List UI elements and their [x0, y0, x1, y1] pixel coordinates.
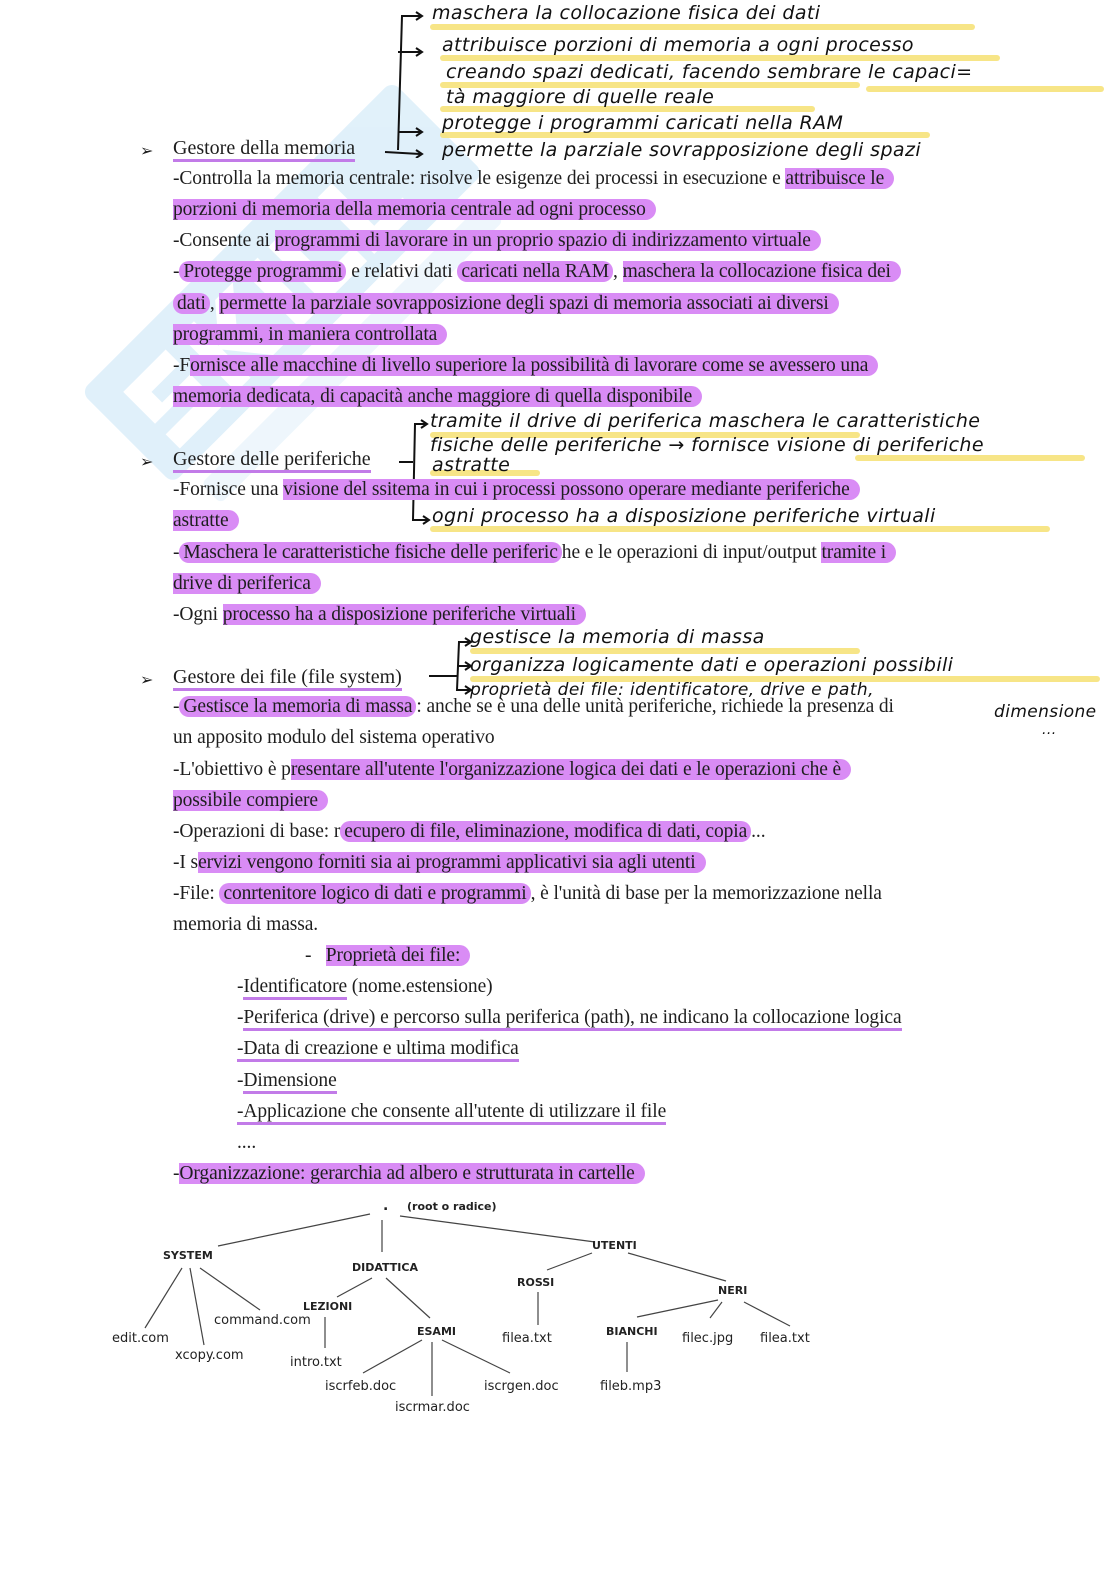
- tree-edge: [145, 1268, 182, 1328]
- tree-file: command.com: [214, 1313, 311, 1328]
- tree-file: iscrmar.doc: [395, 1400, 470, 1415]
- memory-line-8: memoria dedicata, di capacità anche maggiore di quella disponibile: [173, 384, 702, 410]
- filesystem-line-6: -I servizi vengono forniti sia ai programmi applicativi sia agli utenti: [173, 850, 706, 876]
- file-property-2: -Periferica (drive) e percorso sulla periferica (path), ne indicano la collocazione logica: [237, 1005, 902, 1031]
- tree-edge: [628, 1253, 726, 1281]
- tree-file: iscrgen.doc: [484, 1379, 559, 1394]
- tree-file: filec.jpg: [682, 1331, 734, 1346]
- peripherals-bracket: [395, 418, 435, 528]
- tree-edge: [337, 1278, 372, 1297]
- peripherals-note: tramite il drive di periferica maschera le caratteristiche: [430, 410, 981, 432]
- section-heading-memory: [173, 135, 355, 161]
- tree-folder-utenti: UTENTI: [592, 1239, 637, 1252]
- yellow-mark: [430, 24, 975, 30]
- tree-edge: [637, 1300, 718, 1317]
- file-property-3: -Data di creazione e ultima modifica: [237, 1036, 519, 1062]
- bullet-arrow-icon: ➢: [140, 143, 154, 160]
- tree-folder-esami: ESAMI: [417, 1325, 456, 1338]
- filesystem-line-1: - Gestisce la memoria di massa : anche se è una delle unità periferiche, richiede la presenza di: [173, 696, 894, 717]
- tree-edge: [218, 1214, 370, 1246]
- tree-file: edit.com: [112, 1331, 169, 1346]
- peripherals-note: fisiche delle periferiche → fornisce visione di periferiche: [430, 434, 984, 456]
- tree-edge: [710, 1302, 722, 1318]
- tree-file: intro.txt: [290, 1355, 342, 1370]
- filesystem-note: gestisce la memoria di massa: [470, 626, 765, 648]
- tree-file: xcopy.com: [175, 1348, 244, 1363]
- bullet-arrow-icon: ➢: [140, 672, 154, 689]
- memory-line-4: - Protegge programmi e relativi dati caricati nella RAM , maschera la collocazione fisica dei: [173, 259, 901, 285]
- filesystem-bracket: [425, 636, 475, 696]
- yellow-mark: [866, 86, 1104, 92]
- tree-file: iscrfeb.doc: [325, 1379, 397, 1394]
- peripherals-line-5: -Ogni processo ha a disposizione periferiche virtuali: [173, 602, 586, 628]
- filesystem-note: dimensione: [994, 702, 1097, 722]
- peripherals-note: astratte: [432, 454, 511, 476]
- filesystem-note: organizza logicamente dati e operazioni possibili: [470, 654, 954, 676]
- filesystem-line-7: -File: conrtenitore logico di dati e programmi , è l'unità di base per la memorizzazione nella: [173, 883, 882, 904]
- peripherals-heading-text: Gestore delle periferiche: [173, 448, 371, 473]
- memory-line-1: -Controlla la memoria centrale: risolve le esigenze dei processi in esecuzione e attribuisce le: [173, 166, 894, 192]
- section-heading-filesystem: [173, 664, 402, 690]
- filesystem-heading-text: Gestore dei file (file system): [173, 666, 402, 691]
- file-property-4: -Dimensione: [237, 1068, 337, 1094]
- filesystem-line-4: possibile compiere: [173, 788, 328, 814]
- file-property-5: -Applicazione che consente all'utente di utilizzare il file: [237, 1099, 666, 1125]
- tree-folder-rossi: ROSSI: [517, 1276, 555, 1289]
- file-property-6: ....: [237, 1132, 257, 1153]
- memory-line-6: programmi, in maniera controllata: [173, 322, 447, 348]
- tree-folder-neri: NERI: [718, 1284, 748, 1297]
- memory-line-5: dati , permette la parziale sovrapposizione degli spazi di memoria associati ai diversi: [173, 291, 839, 317]
- filesystem-line-5: -Operazioni di base: r ecupero di file, eliminazione, modifica di dati, copia ...: [173, 821, 766, 842]
- memory-note: permette la parziale sovrapposizione degli spazi: [442, 139, 922, 161]
- tree-folder-system: SYSTEM: [163, 1249, 213, 1262]
- tree-edge: [744, 1302, 790, 1326]
- file-property-1: -Identificatore (nome.estensione): [237, 974, 493, 1000]
- tree-edge: [386, 1278, 430, 1318]
- tree-edge: [363, 1340, 422, 1373]
- peripherals-line-4: drive di periferica: [173, 571, 321, 597]
- memory-heading-text: Gestore della memoria: [173, 137, 355, 162]
- file-properties-heading: - Proprietà dei file:: [305, 943, 470, 969]
- filesystem-line-8: memoria di massa.: [173, 914, 319, 935]
- tree-folder-didattica: DIDATTICA: [352, 1261, 418, 1274]
- peripherals-line-1: -Fornisce una visione del ssitema in cui i processi possono operare mediante periferiche: [173, 477, 860, 503]
- filesystem-line-3: -L'obiettivo è presentare all'utente l'organizzazione logica dei dati e le operazioni che è: [173, 757, 851, 783]
- memory-line-2: porzioni di memoria della memoria centrale ad ogni processo: [173, 197, 656, 223]
- tree-folder-bianchi: BIANCHI: [606, 1325, 658, 1338]
- tree-edge: [190, 1268, 204, 1345]
- peripherals-line-3: - Maschera le caratteristiche fisiche delle periferic he e le operazioni di input/output tramite i: [173, 540, 896, 566]
- tree-file: filea.txt: [760, 1331, 810, 1346]
- tree-root: .: [383, 1198, 389, 1214]
- filesystem-note: ...: [1042, 722, 1057, 738]
- directory-tree: [100, 1190, 840, 1430]
- memory-note: tà maggiore di quelle reale: [446, 86, 715, 108]
- section-heading-peripherals: [173, 446, 371, 472]
- tree-edge: [400, 1216, 595, 1242]
- peripherals-line-2: astratte: [173, 508, 239, 534]
- tree-file: filea.txt: [502, 1331, 552, 1346]
- memory-note: maschera la collocazione fisica dei dati: [432, 2, 821, 24]
- tree-edge: [442, 1340, 510, 1373]
- tree-file: fileb.mp3: [600, 1379, 662, 1394]
- memory-note: attribuisce porzioni di memoria a ogni processo: [442, 34, 914, 56]
- filesystem-organization: -Organizzazione: gerarchia ad albero e strutturata in cartelle: [173, 1161, 645, 1187]
- memory-bracket: [380, 8, 440, 158]
- bullet-arrow-icon: ➢: [140, 454, 154, 471]
- memory-line-3: -Consente ai programmi di lavorare in un proprio spazio di indirizzamento virtuale: [173, 228, 821, 254]
- tree-edge: [547, 1253, 592, 1270]
- peripherals-note: ogni processo ha a disposizione periferiche virtuali: [432, 505, 936, 527]
- filesystem-line-2: un apposito modulo del sistema operativo: [173, 727, 495, 748]
- tree-edge: [200, 1268, 260, 1310]
- memory-note: protegge i programmi caricati nella RAM: [442, 112, 844, 134]
- tree-root-note: (root o radice): [407, 1200, 497, 1213]
- memory-note: creando spazi dedicati, facendo sembrare le capaci=: [446, 61, 973, 83]
- filesystem-note: proprietà dei file: identificatore, drive e path,: [470, 680, 874, 700]
- tree-folder-lezioni: LEZIONI: [303, 1300, 353, 1313]
- memory-line-7: -Fornisce alle macchine di livello superiore la possibilità di lavorare come se avessero una: [173, 353, 878, 379]
